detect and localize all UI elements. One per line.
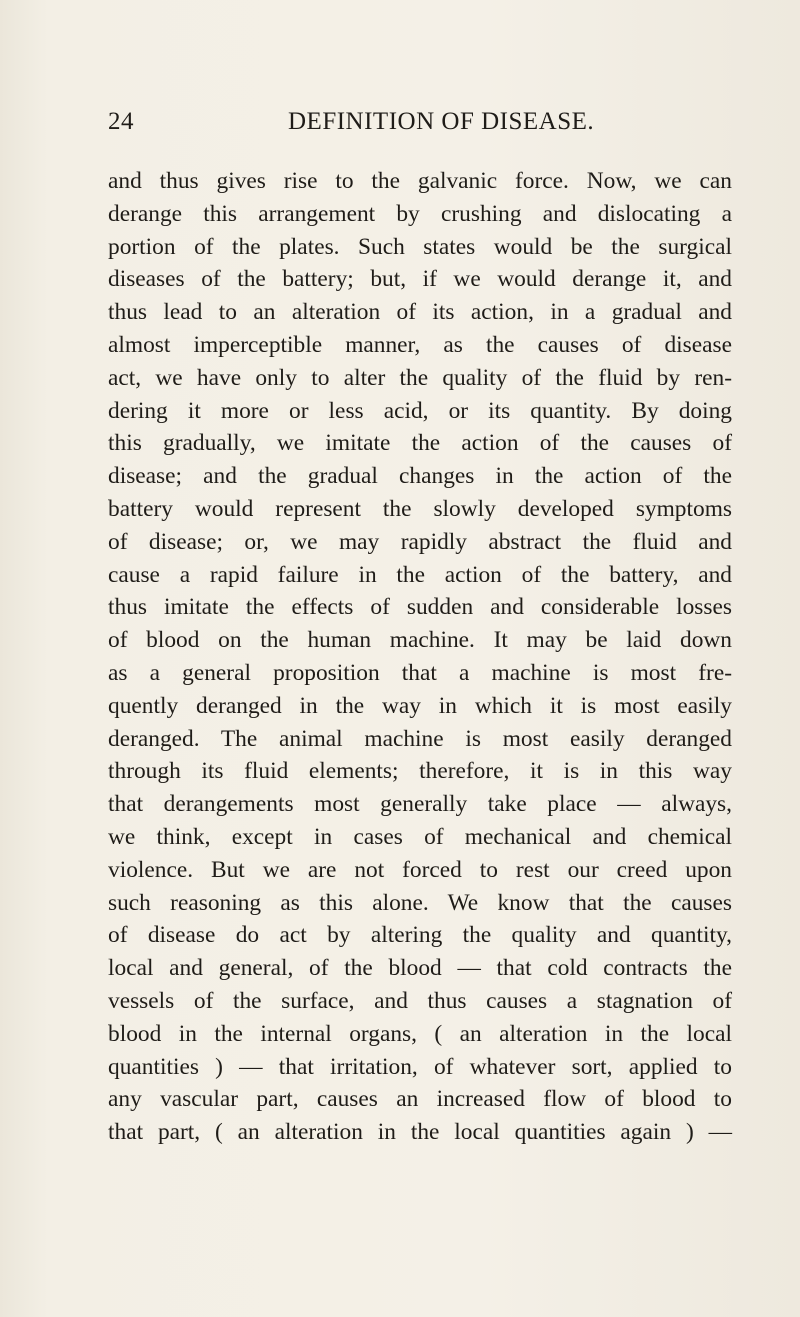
text-line: any vascular part, causes an increased flow of blood to	[108, 1086, 732, 1113]
text-line: vessels of the surface, and thus causes a stagnation of	[108, 987, 732, 1014]
text-line: of disease; or, we may rapidly abstract the fluid and	[108, 528, 732, 555]
text-line: quently deranged in the way in which it is most easily	[108, 692, 732, 719]
page-heading: DEFINITION OF DISEASE.	[288, 108, 595, 135]
text-line: derange this arrangement by crushing and dislocating a	[108, 200, 732, 227]
text-line: thus lead to an alteration of its action, in a gradual and	[108, 299, 732, 326]
text-line: of blood on the human machine. It may be laid down	[108, 627, 732, 654]
body-text	[108, 165, 732, 1149]
text-line: we think, except in cases of mechanical and chemical	[108, 823, 732, 850]
text-line: and thus gives rise to the galvanic force. Now, we can	[108, 168, 732, 194]
text-line: diseases of the battery; but, if we would derange it, and	[108, 266, 732, 293]
text-line: deranged. The animal machine is most easily deranged	[108, 725, 732, 752]
text-line: of disease do act by altering the quality and quantity,	[108, 922, 732, 949]
text-line: disease; and the gradual changes in the action of the	[108, 463, 732, 490]
text-line: local and general, of the blood — that cold contracts the	[108, 955, 732, 982]
page-number: 24	[108, 108, 134, 135]
text-line: almost imperceptible manner, as the causes of disease	[108, 331, 732, 358]
text-line: dering it more or less acid, or its quantity. By doing	[108, 397, 732, 424]
text-line: cause a rapid failure in the action of the battery, and	[108, 561, 732, 588]
text-line: battery would represent the slowly developed symptoms	[108, 495, 732, 522]
text-line: blood in the internal organs, ( an alteration in the local	[108, 1020, 732, 1047]
running-head	[108, 104, 732, 140]
text-line: that derangements most generally take place — always,	[108, 791, 732, 818]
text-line: portion of the plates. Such states would be the surgical	[108, 233, 732, 260]
text-line: quantities ) — that irritation, of whatever sort, applied to	[108, 1053, 732, 1080]
text-line: thus imitate the effects of sudden and considerable losses	[108, 594, 732, 621]
text-line: that part, ( an alteration in the local quantities again ) —	[108, 1119, 732, 1146]
text-line: act, we have only to alter the quality of the fluid by ren-	[108, 364, 732, 391]
text-line: through its fluid elements; therefore, it is in this way	[108, 758, 732, 785]
text-line: such reasoning as this alone. We know that the causes	[108, 889, 732, 916]
text-line: as a general proposition that a machine is most fre-	[108, 659, 732, 686]
text-line: this gradually, we imitate the action of the causes of	[108, 430, 732, 457]
text-line: violence. But we are not forced to rest our creed upon	[108, 856, 732, 883]
